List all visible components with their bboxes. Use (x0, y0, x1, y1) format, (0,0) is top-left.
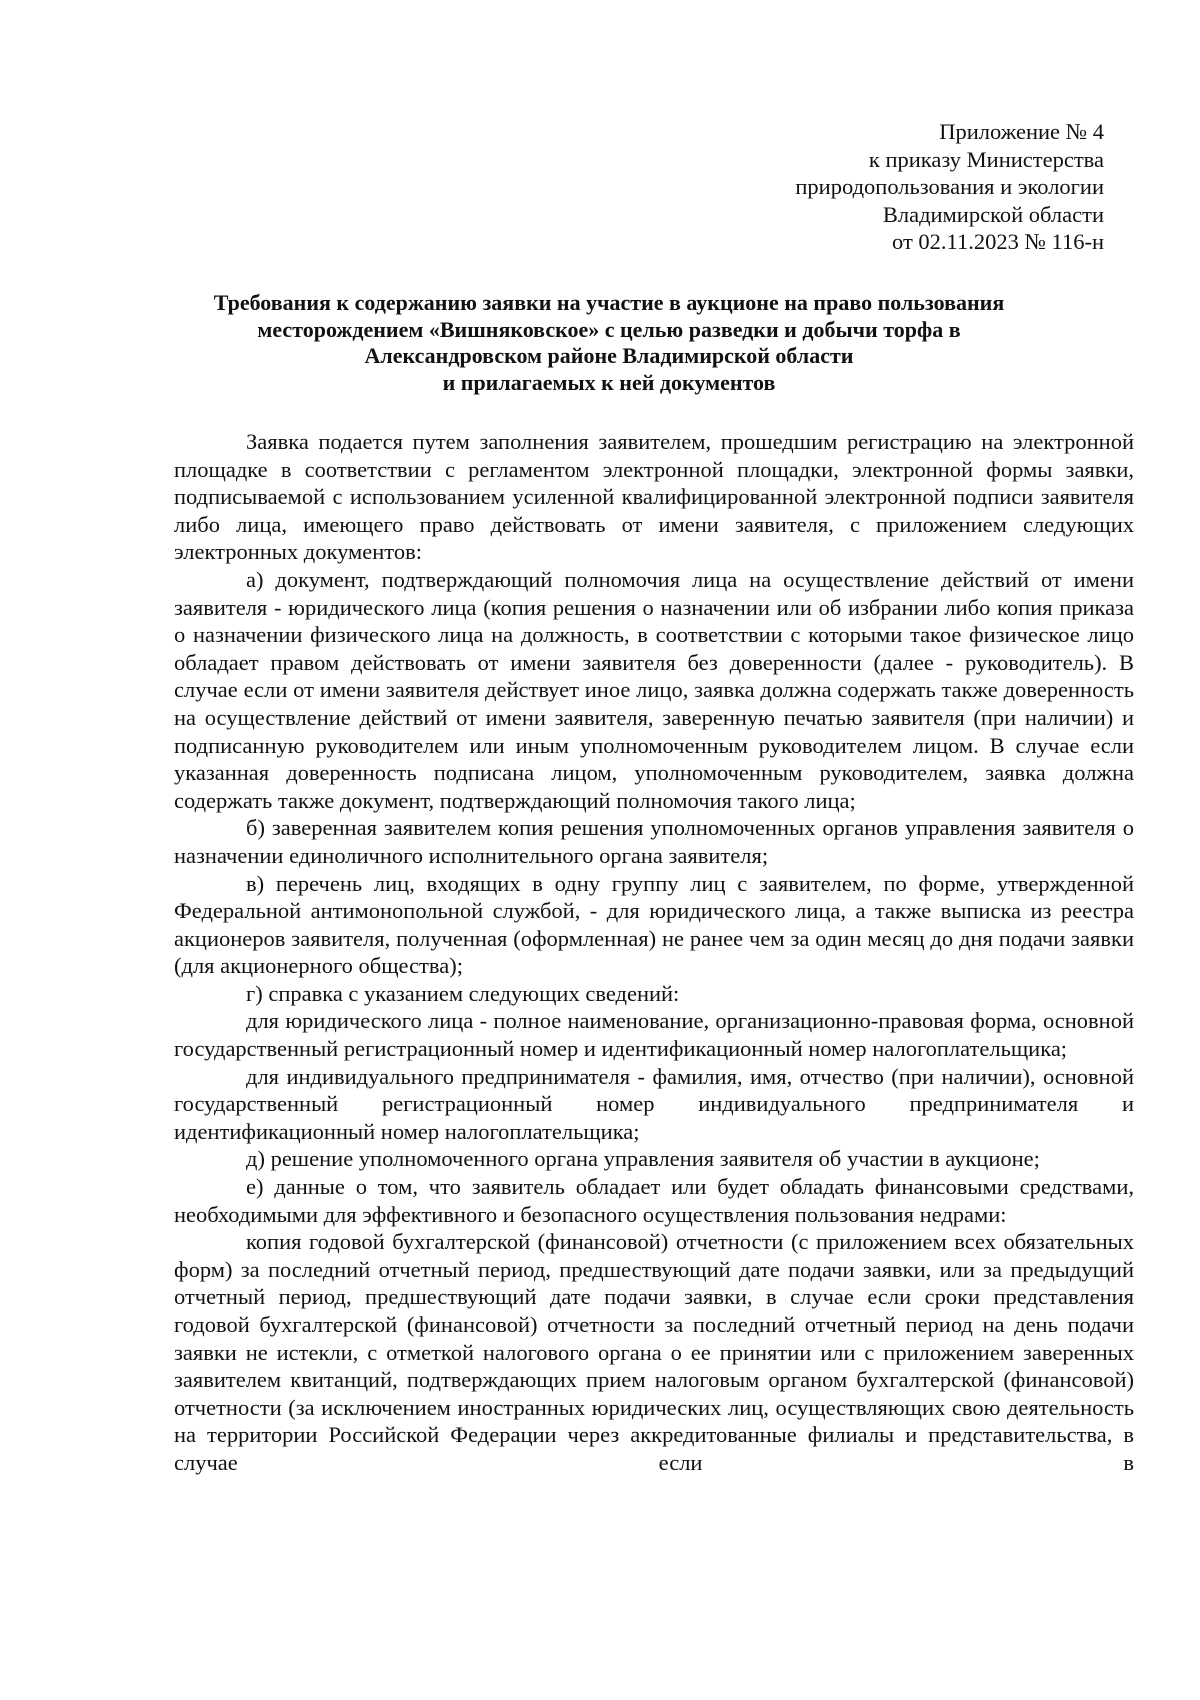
paragraph-item-d: д) решение уполномоченного органа управления заявителя об участии в аукционе; (246, 1146, 1040, 1172)
title-line: и прилагаемых к ней документов (442, 369, 776, 395)
document-body (174, 428, 1134, 1477)
appendix-ministry: природопользования и экологии (795, 174, 1104, 199)
paragraph-item-a: а) документ, подтверждающий полномочия лица на осуществление действий от имени заявителя - юридического лица (копия решения о назначении или об избрании либо копия приказа о назначении физического лица на должность, в соответствии с которыми такое физическое лицо обладает правом действовать от имени заявителя без доверенности (далее - руководитель). В случае если от имени заявителя действует иное лицо, заявка должна содержать также доверенность на осуществление действий от имени заявителя, заверенную печатью заявителя (при наличии) и подписанную руководителем или иным уполномоченным руководителем лицом. В случае если указанная доверенность подписана лицом, уполномоченным руководителем, заявка должна содержать также документ, подтверждающий полномочия такого лица; (174, 566, 1134, 813)
document-title (150, 290, 1068, 396)
paragraph-item-g: г) справка с указанием следующих сведений: (246, 980, 680, 1006)
paragraph-item-e: е) данные о том, что заявитель обладает или будет обладать финансовыми средствами, необходимыми для эффективного и безопасного осуществления пользования недрами: (174, 1174, 1134, 1227)
paragraph-intro: Заявка подается путем заполнения заявителем, прошедшим регистрацию на электронной площадке в соответствии с регламентом электронной площадки, электронной формы заявки, подписываемой с использованием усиленной квалифицированной электронной подписи заявителя либо лица, имеющего право действовать от имени заявителя, с приложением следующих электронных документов: (174, 429, 1134, 565)
appendix-header (795, 118, 1104, 256)
title-line: Требования к содержанию заявки на участие в аукционе на право пользования (213, 290, 1005, 315)
paragraph-item-v: в) перечень лиц, входящих в одну группу лиц с заявителем, по форме, утвержденной Федеральной антимонопольной службой, - для юридического лица, а также выписка из реестра акционеров заявителя, полученная (оформленная) не ранее чем за один месяц до дня подачи заявки (для акционерного общества); (174, 870, 1134, 979)
paragraph-financial-statements: копия годовой бухгалтерской (финансовой) отчетности (с приложением всех обязательных форм) за последний отчетный период, предшествующий дате подачи заявки, или за предыдущий отчетный период, предшествующий дате подачи заявки, в случае если сроки представления годовой бухгалтерской (финансовой) отчетности за последний отчетный период на день подачи заявки не истекли, с отметкой налогового органа о ее принятии или с приложением заверенных заявителем квитанций, подтверждающих прием налоговым органом бухгалтерской (финансовой) отчетности (за исключением иностранных юридических лиц, осуществляющих свою деятельность на территории Российской Федерации через аккредитованные филиалы и представительства, в случае если в (174, 1229, 1134, 1475)
appendix-region: Владимирской области (882, 201, 1104, 227)
appendix-order-ref: к приказу Министерства (868, 146, 1104, 172)
paragraph-legal-entity: для юридического лица - полное наименование, организационно-правовая форма, основной государственный регистрационный номер и идентификационный номер налогоплательщика; (174, 1008, 1134, 1062)
title-line: Александровском районе Владимирской области (364, 343, 854, 368)
appendix-date-number: от 02.11.2023 № 116-н (892, 229, 1104, 254)
paragraph-entrepreneur: для индивидуального предпринимателя - фамилия, имя, отчество (при наличии), основной государственный регистрационный номер индивидуального предпринимателя и идентификационный номер налогоплательщика; (174, 1063, 1134, 1144)
paragraph-item-b: б) заверенная заявителем копия решения уполномоченных органов управления заявителя о назначении единоличного исполнительного органа заявителя; (174, 815, 1134, 868)
appendix-number: Приложение № 4 (939, 119, 1104, 144)
title-line: месторождением «Вишняковское» с целью разведки и добычи торфа в (257, 316, 961, 342)
